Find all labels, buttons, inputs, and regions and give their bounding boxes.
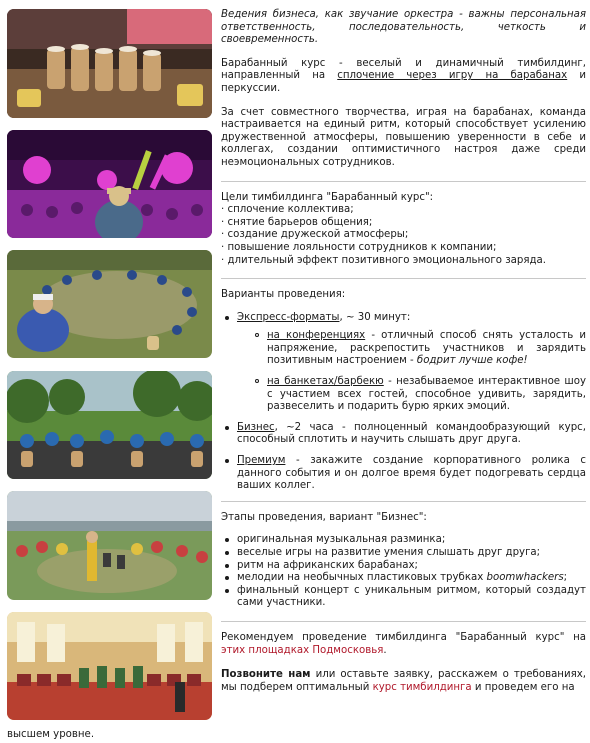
goals-list <box>221 204 586 267</box>
stages-title: Этапы проведения, вариант "Бизнес": <box>221 511 427 523</box>
express-sublist <box>237 330 586 414</box>
list-item: · снятие барьеров общения; <box>221 217 586 230</box>
list-item: мелодии на необычных пластиковых трубках boomwhackers; <box>221 572 586 585</box>
paragraph-call: Позвоните нам или оставьте заявку, расскажем о требованиях, мы подберем оптимальный курс тимбилдинга и проведем его на <box>221 669 586 693</box>
divider <box>221 181 586 182</box>
photo-concert-hall <box>7 130 212 238</box>
photo-outdoor-performance <box>7 491 212 600</box>
divider <box>221 501 586 502</box>
photo-drums-on-stage <box>7 9 212 118</box>
divider <box>221 278 586 279</box>
list-item: финальный концерт с уникальным ритмом, который создадут сами участники. <box>221 585 586 610</box>
list-item: · повышение лояльности сотрудников к компании; <box>221 242 586 255</box>
list-item: · длительный эффект позитивного эмоционального заряда. <box>221 255 586 268</box>
variants-list <box>221 312 586 493</box>
photo-hall-concert <box>7 612 212 720</box>
goals-title: Цели тимбилдинга "Барабанный курс": <box>221 191 434 203</box>
text-column <box>221 9 586 694</box>
link-business[interactable]: Бизнес <box>237 421 275 433</box>
list-item: оригинальная музыкальная разминка; <box>221 534 586 547</box>
variant-banquets: на банкетах/барбекю - незабываемое интерактивное шоу с участием всех гостей, способное удивить, зарядить, развеселить и подарить бурю ярких эмоций. <box>267 376 586 413</box>
variants-title: Варианты проведения: <box>221 289 346 301</box>
paragraph-recommend: Рекомендуем проведение тимбилдинга "Барабанный курс" на этих площадках Подмосковья. <box>221 631 586 656</box>
paragraph-call-tail: высшем уровне. <box>7 729 95 740</box>
list-item: · создание дружеской атмосферы; <box>221 229 586 242</box>
list-item: веселые игры на развитие умения слышать друг друга; <box>221 547 586 560</box>
link-teambuilding-course[interactable]: курс тимбилдинга <box>372 681 472 693</box>
link-banquets[interactable]: на банкетах/барбекю <box>267 376 384 388</box>
variant-business: Бизнес, ~2 часа - полноценный командообразующий курс, способный сплотить и научить слышать друг друга. <box>237 421 586 446</box>
variant-express: Экспресс-форматы, ~ 30 минут: на конференциях - отличный способ снять усталость и напряжение, раскрепостить участников и зарядить позитивным настроением - бодрит лучше кофе! на банкетах/барбекю - незабываемое интерактивное шоу с участием всех гостей, способное удивить, зарядить, развеселить и подарить бурю ярких эмоций. <box>237 311 587 413</box>
intro-text: Ведения бизнеса, как звучание оркестра - важны персональная ответственность, последовательность, четкость и своевременность. <box>221 9 586 46</box>
photo-drum-circle-outdoor <box>7 250 212 358</box>
list-item: ритм на африканских барабанах; <box>221 560 586 573</box>
divider <box>221 621 586 622</box>
paragraph-description: Барабанный курс - веселый и динамичный тимбилдинг, направленный на сплочение через игру на барабанах и перкуссии. <box>221 57 586 94</box>
list-item: · сплочение коллектива; <box>221 204 586 217</box>
link-venues[interactable]: этих площадках Подмосковья <box>221 644 384 656</box>
paragraph-benefits: За счет совместного творчества, играя на барабанах, команда настраивается на единый ритм, который способствует усилению дружественной атмосферы, повышению уверенности в себе и коллегах, создании оптимистичного настроя даже среди неэмоциональных сотрудников. <box>221 106 586 168</box>
variant-conferences: на конференциях - отличный способ снять усталость и напряжение, раскрепостить участников и зарядить позитивным настроением - бодрит лучше кофе! <box>267 330 587 367</box>
link-premium[interactable]: Премиум <box>237 455 286 467</box>
stages-list <box>221 534 586 610</box>
link-conferences[interactable]: на конференциях <box>267 330 366 342</box>
photo-team-in-park <box>7 371 212 479</box>
link-drum-bonding[interactable]: сплочение через игру на барабанах <box>337 70 568 82</box>
variant-premium: Премиум - закажите создание корпоративного ролика с данного события и он долгое время будет подогревать сердца ваших коллег. <box>237 455 586 492</box>
link-express-formats[interactable]: Экспресс-форматы <box>237 311 340 323</box>
